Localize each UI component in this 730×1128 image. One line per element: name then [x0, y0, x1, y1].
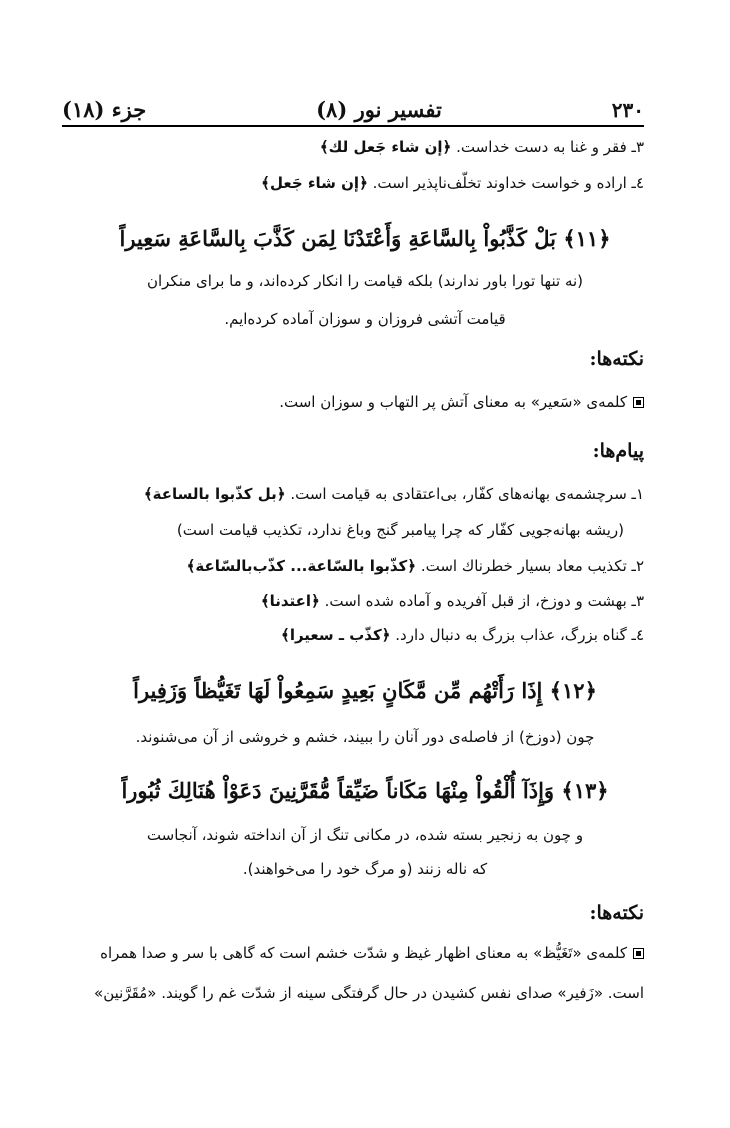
message-text: ۱ـ سرچشمه‌ى بهانه‌هاى كفّار، بى‌اعتقادى به قيامت است. — [290, 485, 644, 503]
verse-11-translation-1: (نه تنها تورا باور ندارند) بلكه قيامت را انكار كرده‌اند، و ما براى منكران — [146, 272, 584, 290]
quran-quote: ﴿كذّبوا بالسّاعة... كذّب‌بالسّاعة﴾ — [186, 557, 417, 575]
message-item-1 — [144, 485, 644, 503]
verse-12-arabic: ﴿۱۲﴾ إِذَا رَأَتْهُم مِّن مَّكَانٍ بَعِيدٍ سَمِعُواْ لَهَا تَغَيُّظاً وَزَفِيراً — [133, 678, 597, 703]
quran-quote: ﴿اعتدنا﴾ — [260, 592, 320, 610]
notes-heading-2: نكته‌ها: — [589, 902, 644, 924]
message-item-1-note — [177, 521, 624, 539]
verse-11-arabic: ﴿۱۱﴾ بَلْ كَذَّبُواْ بِالسَّاعَةِ وَأَعْتَدْنَا لِمَن كَذَّبَ بِالسَّاعَةِ سَعِيراً — [119, 226, 611, 251]
messages-heading: پيام‌ها: — [592, 440, 644, 462]
message-text: (ريشه بهانه‌جويى كفّار كه چرا پيامبر گنج وباغ ندارد، تكذيب قيامت است) — [176, 521, 624, 539]
intro-line-text: ٤ـ اراده و خواست خداوند تخلّف‌ناپذیر است. — [372, 174, 644, 192]
intro-line-4 — [261, 174, 644, 192]
intro-line-text: ۳ـ فقر و غنا به دست خداست. — [456, 138, 644, 156]
verse-12-translation: چون (دوزخ) از فاصله‌ى دور آنان را ببيند، خشم و خروشى از آن مى‌شنوند. — [135, 728, 595, 746]
header-rule — [62, 125, 644, 127]
notes-heading: نكته‌ها: — [589, 348, 644, 370]
book-title: تفسیر نور (۸) — [316, 97, 442, 122]
quran-quote: ﴿إن شاء جَعل﴾ — [261, 174, 368, 192]
verse-13-translation-1: و چون به زنجير بسته شده، در مكانى تنگ از آن انداخته شوند، آنجاست — [146, 826, 584, 844]
intro-line-3 — [320, 138, 644, 156]
note-bullet-icon — [633, 948, 644, 959]
message-item-3 — [261, 592, 644, 610]
quran-quote: ﴿إن شاء جَعل لك﴾ — [319, 138, 452, 156]
verse-13-arabic: ﴿۱۳﴾ وَإِذَآ أُلْقُواْ مِنْهَا مَكَاناً ضَيِّقاً مُّقَرَّنِينَ دَعَوْاْ هُنَالِكَ ثُبُوراً — [121, 778, 609, 803]
note-text: كلمه‌ى «سَعير» به معناى آتش پر التهاب و سوزان است. — [279, 393, 627, 411]
message-item-4 — [281, 626, 644, 644]
note-2-line-1 — [100, 944, 644, 962]
page-number: ۲۳۰ — [611, 98, 644, 122]
note-text: است. «زَفير» صداى نفس كشيدن در حال گرفتگى سينه از شدّت غم را گويند. «مُقَرَّنين» — [94, 984, 644, 1002]
message-text: ٤ـ گناه بزرگ، عذاب بزرگ به دنبال دارد. — [395, 626, 644, 644]
quran-quote: ﴿بل كذّبوا بالساعة﴾ — [143, 485, 286, 503]
part-label: جزء (۱۸) — [62, 97, 147, 122]
quran-quote: ﴿كذّب ـ سعيرا﴾ — [281, 626, 391, 644]
message-item-2 — [187, 557, 644, 575]
message-text: ۳ـ بهشت و دوزخ، از قبل آفريده و آماده شده است. — [324, 592, 644, 610]
page-header — [62, 88, 644, 122]
note-text: كلمه‌ى «تَغَيُّظ» به معناى اظهار غيظ و شدّت خشم است كه گاهى با سر و صدا همراه — [100, 944, 627, 962]
note-bullet-icon — [633, 397, 644, 408]
message-text: ۲ـ تكذيب معاد بسيار خطرناك است. — [420, 557, 644, 575]
note-2-line-2 — [94, 984, 644, 1002]
verse-13-translation-2: كه ناله زنند (و مرگ خود را مى‌خواهند). — [242, 860, 488, 878]
note-item — [279, 393, 644, 411]
verse-11-translation-2: قيامت آتشى فروزان و سوزان آماده كرده‌ايم. — [224, 310, 506, 328]
